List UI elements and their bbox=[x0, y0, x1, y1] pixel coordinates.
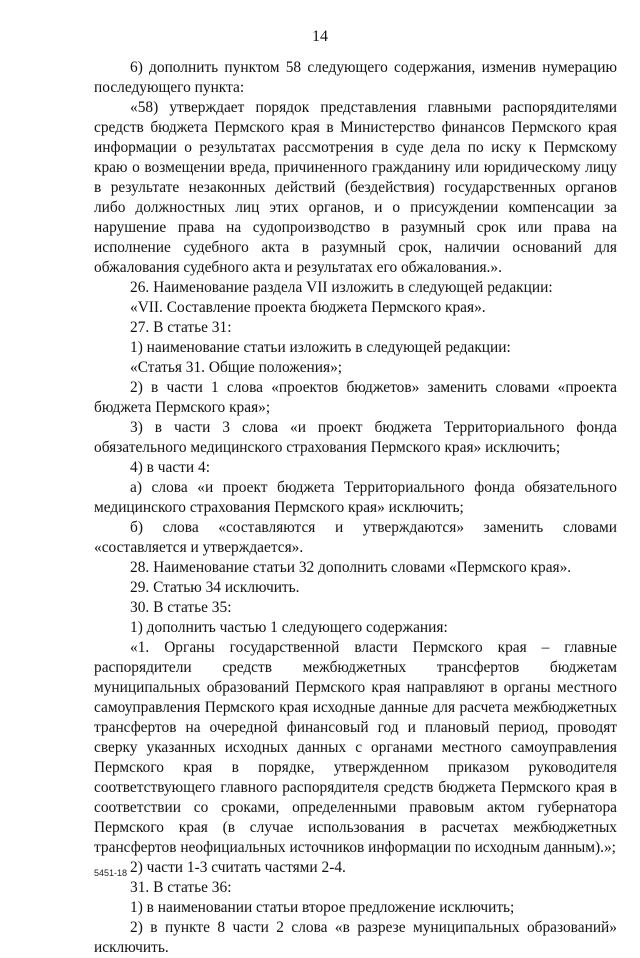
document-body bbox=[94, 58, 617, 958]
paragraph: 2) части 1-3 считать частями 2-4. bbox=[130, 859, 346, 876]
paragraph: «58) утверждает порядок представления главными распорядителями средств бюджета Пермского края в Министерство финансов Пермского края информации о результатах рассмотрения в суде дела по иску к Пермскому краю о возмещении вреда, причиненного гражданину или юридическому лицу в результате незаконных действий (бездействия) государственных органов либо должностных лиц этих органов, и о присуждении компенсации за нарушение права на судопроизводство в разумный срок или права на исполнение судебного акта в разумный срок, наличии оснований для обжалования судебного акта и результатах его обжалования.». bbox=[94, 99, 617, 276]
paragraph: «Статья 31. Общие положения»; bbox=[130, 359, 343, 376]
paragraph: 3) в части 3 слова «и проект бюджета Территориального фонда обязательного медицинского страхования Пермского края» исключить; bbox=[94, 419, 617, 456]
paragraph: «VII. Составление проекта бюджета Пермского края». bbox=[130, 299, 486, 316]
paragraph: 28. Наименование статьи 32 дополнить словами «Пермского края». bbox=[130, 559, 572, 576]
paragraph: «1. Органы государственной власти Пермского края – главные распорядители средств межбюджетных трансфертов бюджетам муниципальных образований Пермского края направляют в органы местного самоуправления Пермского края исходные данные для расчета межбюджетных трансфертов на очередной финансовый год и плановый период, проводят сверку указанных исходных данных с органами местного самоуправления Пермского края в порядке, утвержденном приказом руководителя соответствующего главного распорядителя средств бюджета Пермского края в соответствии со сроками, определенными правовым актом губернатора Пермского края (в случае использования в расчетах межбюджетных трансфертов неофициальных источников информации по исходным данным).»; bbox=[94, 639, 617, 856]
page-number: 14 bbox=[312, 28, 328, 45]
paragraph: б) слова «составляются и утверждаются» заменить словами «составляется и утверждается». bbox=[94, 519, 617, 556]
paragraph: 31. В статье 36: bbox=[130, 879, 232, 896]
paragraph: 4) в части 4: bbox=[130, 459, 210, 476]
paragraph: 26. Наименование раздела VII изложить в следующей редакции: bbox=[130, 279, 553, 296]
paragraph: 6) дополнить пунктом 58 следующего содержания, изменив нумерацию последующего пункта: bbox=[94, 59, 617, 96]
paragraph: 1) наименование статьи изложить в следующей редакции: bbox=[130, 339, 511, 356]
paragraph: 1) дополнить частью 1 следующего содержания: bbox=[130, 619, 448, 636]
paragraph: 30. В статье 35: bbox=[130, 599, 232, 616]
paragraph: 2) в части 1 слова «проектов бюджетов» заменить словами «проекта бюджета Пермского края»; bbox=[94, 379, 617, 416]
paragraph: 29. Статью 34 исключить. bbox=[130, 579, 300, 596]
paragraph: 27. В статье 31: bbox=[130, 319, 232, 336]
paragraph: 1) в наименовании статьи второе предложение исключить; bbox=[130, 899, 515, 916]
document-code: 5451-18 bbox=[94, 868, 128, 878]
paragraph: 2) в пункте 8 части 2 слова «в разрезе муниципальных образований» исключить. bbox=[94, 919, 617, 956]
paragraph: а) слова «и проект бюджета Территориального фонда обязательного медицинского страхования Пермского края» исключить; bbox=[94, 479, 617, 516]
